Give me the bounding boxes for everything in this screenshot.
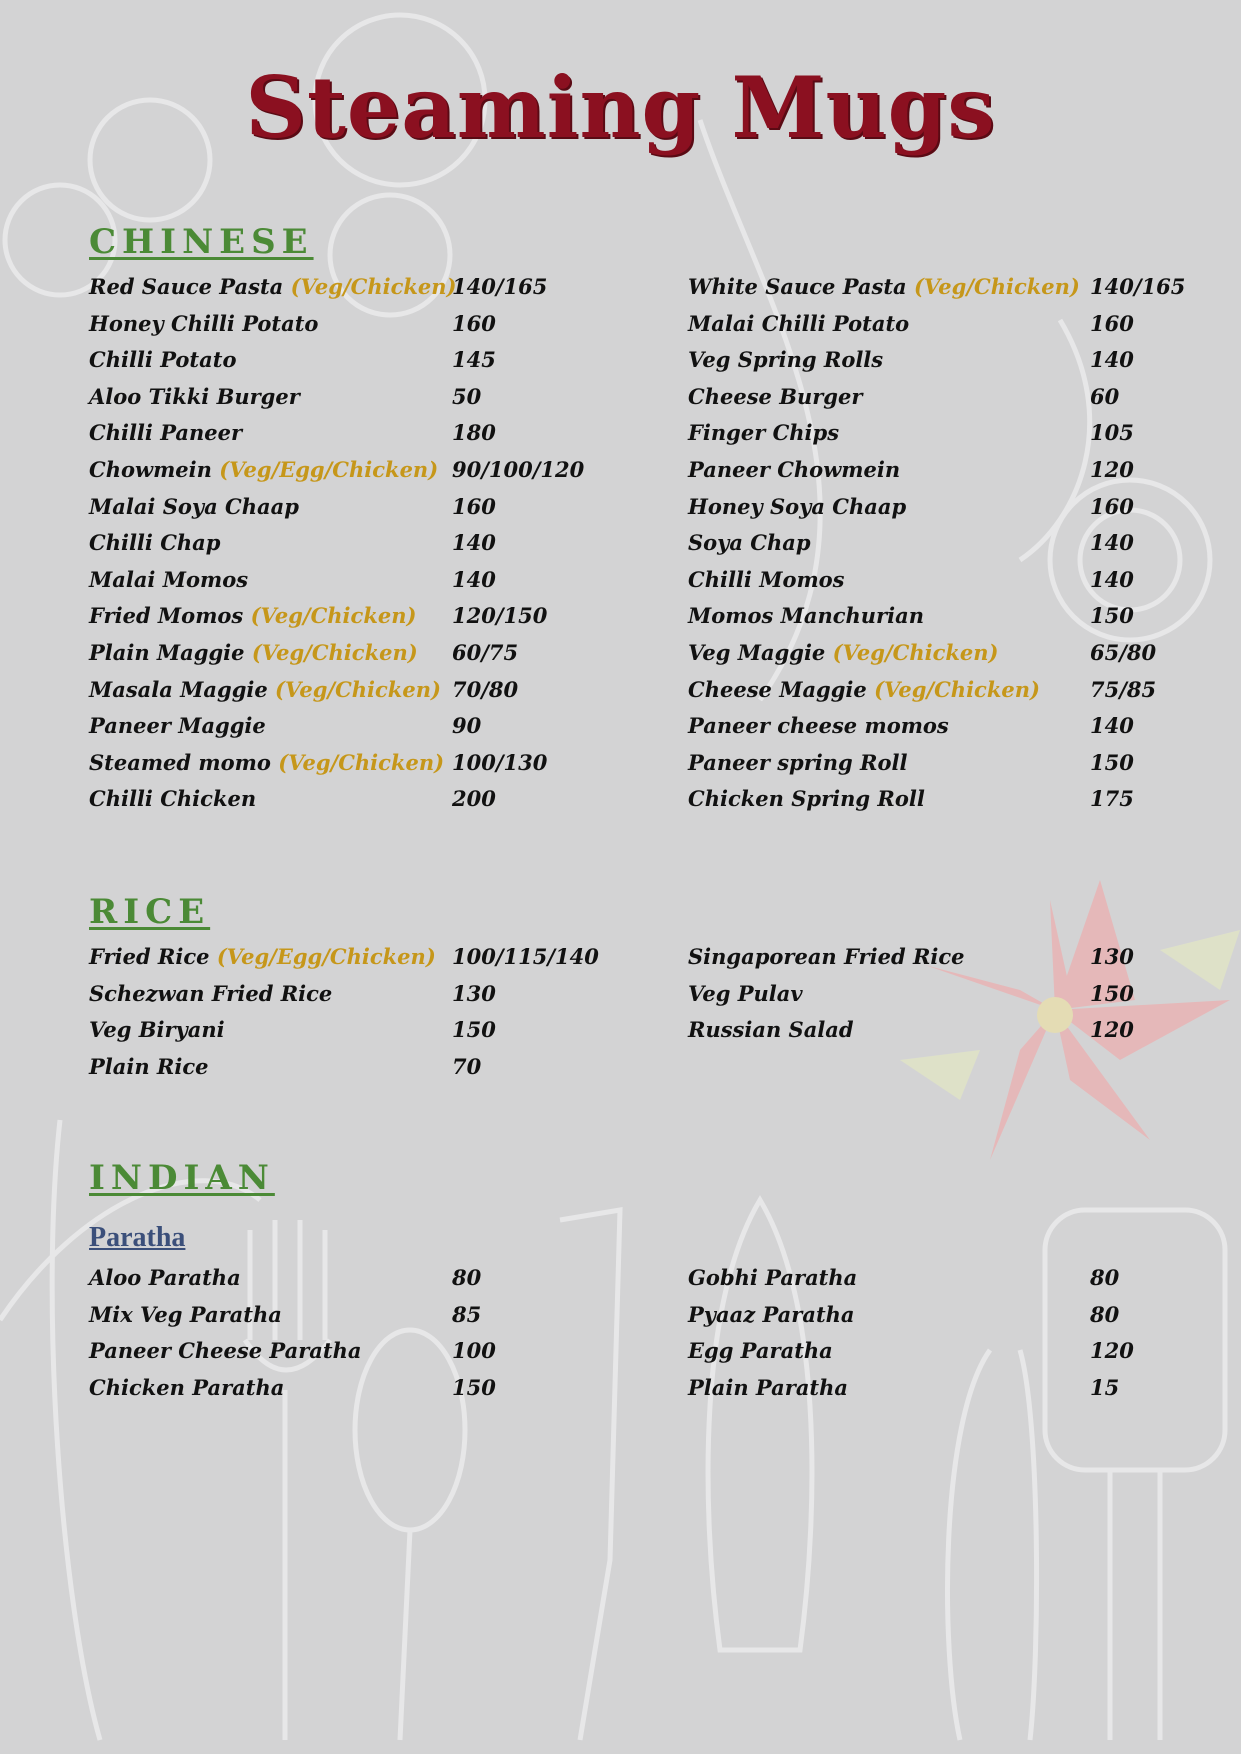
item-name: Singaporean Fried Rice (688, 944, 965, 969)
item-name: Chilli Paneer (89, 420, 243, 446)
item-name: Steamed momo (89, 749, 279, 775)
item-options: (Veg/Chicken) (275, 676, 441, 702)
item-options: (Veg/Chicken) (290, 274, 457, 299)
menu-item-price: 200 (452, 786, 496, 812)
menu-item-name (688, 415, 839, 451)
section-heading-chinese: CHINESE (89, 222, 314, 262)
menu-item-price: 160 (1090, 310, 1134, 336)
menu-item-price: 150 (1090, 980, 1134, 1006)
menu-item-price: 140/165 (452, 274, 548, 299)
item-name: Cheese Burger (688, 383, 863, 409)
menu-item-name (688, 672, 1040, 708)
poinsettia-icon (900, 880, 1240, 1160)
menu-item-name (688, 745, 907, 781)
menu-item-price: 85 (452, 1301, 482, 1327)
menu-item-name (89, 452, 438, 488)
section-heading-indian: INDIAN (89, 1158, 275, 1198)
menu-item-price: 105 (1090, 420, 1134, 446)
item-options: (Veg/Chicken) (874, 676, 1040, 702)
item-name: Soya Chap (688, 530, 811, 556)
menu-item-name (89, 708, 266, 744)
menu-item-name (89, 598, 416, 634)
menu-item-name (688, 306, 909, 342)
menu-item-name (89, 342, 236, 378)
section-heading-rice: RICE (89, 892, 211, 932)
item-name: Masala Maggie (89, 676, 276, 702)
menu-item-name (688, 1012, 854, 1048)
item-name: Fried Momos (89, 603, 251, 629)
menu-item-name (89, 306, 318, 342)
menu-item-price: 15 (1090, 1374, 1120, 1400)
menu-item-price: 90/100/120 (452, 457, 585, 482)
item-name: Chilli Potato (89, 347, 237, 373)
item-options: (Veg/Egg/Chicken) (216, 944, 436, 969)
item-name: Plain Paratha (688, 1374, 849, 1400)
item-name: Veg Pulav (688, 980, 803, 1006)
item-name: Paneer spring Roll (688, 749, 908, 775)
menu-item-price: 60 (1090, 383, 1120, 409)
menu-item-name (688, 1370, 848, 1406)
menu-item-price: 140 (1090, 566, 1134, 592)
item-name: Chicken Paratha (89, 1374, 285, 1400)
item-options: (Veg/Chicken) (250, 603, 417, 629)
menu-item-name (89, 1260, 241, 1296)
menu-item-name (89, 1333, 361, 1369)
item-name: Pyaaz Paratha (688, 1301, 855, 1327)
menu-item-price: 145 (452, 347, 496, 373)
item-name: Plain Rice (89, 1053, 209, 1079)
menu-item-name (89, 781, 256, 817)
item-name: Plain Maggie (89, 640, 252, 665)
item-name: Honey Soya Chaap (688, 493, 907, 519)
restaurant-title: Steaming Mugs (245, 58, 996, 157)
menu-item-name (89, 489, 299, 525)
subsection-heading: Paratha (89, 1222, 186, 1253)
menu-item-price: 80 (452, 1265, 482, 1290)
item-options: (Veg/Egg/Chicken) (219, 457, 439, 482)
item-name: Finger Chips (688, 420, 840, 446)
item-name: Gobhi Paratha (688, 1265, 858, 1290)
item-name: Malai Chilli Potato (688, 310, 910, 336)
item-options: (Veg/Chicken) (832, 640, 999, 665)
menu-item-name (89, 672, 441, 708)
item-name: Chilli Chap (89, 530, 221, 556)
item-name: Paneer Cheese Paratha (89, 1338, 362, 1364)
menu-item-price: 120 (1090, 1017, 1134, 1043)
item-name: Veg Spring Rolls (688, 347, 884, 373)
menu-item-price: 70 (452, 1053, 482, 1079)
menu-item-name (89, 939, 436, 975)
menu-item-price: 160 (1090, 493, 1134, 519)
menu-item-price: 100/130 (452, 749, 548, 775)
item-name: Paneer Maggie (89, 713, 266, 739)
menu-item-price: 150 (452, 1017, 496, 1043)
menu-item-name (688, 598, 924, 634)
item-name: Paneer cheese momos (688, 713, 949, 739)
menu-item-name (688, 708, 949, 744)
menu-item-name (89, 976, 332, 1012)
menu-item-name (688, 489, 906, 525)
item-name: Aloo Paratha (89, 1265, 241, 1290)
menu-item-name (688, 939, 965, 975)
item-name: Malai Soya Chaap (89, 493, 299, 519)
menu-item-name (688, 452, 900, 488)
item-options: (Veg/Chicken) (913, 274, 1080, 299)
menu-item-name (89, 562, 248, 598)
menu-item-name (89, 525, 220, 561)
item-name: Fried Rice (89, 944, 217, 969)
menu-item-name (688, 525, 811, 561)
menu-item-name (688, 1333, 833, 1369)
item-name: Malai Momos (89, 566, 249, 592)
menu-item-price: 90 (452, 713, 482, 739)
item-name: Schezwan Fried Rice (89, 980, 333, 1006)
menu-item-price: 180 (452, 420, 496, 446)
menu-item-name (89, 1297, 282, 1333)
menu-item-price: 140/165 (1090, 274, 1186, 299)
menu-item-name (89, 1370, 284, 1406)
menu-item-price: 65/80 (1090, 640, 1157, 665)
menu-item-name (89, 635, 418, 671)
item-name: Cheese Maggie (688, 676, 875, 702)
menu-item-name (89, 745, 444, 781)
item-name: Paneer Chowmein (688, 457, 901, 482)
menu-item-price: 50 (452, 383, 482, 409)
menu-item-name (688, 342, 883, 378)
item-name: Egg Paratha (688, 1338, 833, 1364)
menu-item-name (89, 269, 456, 305)
menu-item-name (89, 1012, 225, 1048)
menu-item-name (688, 379, 862, 415)
item-name: Chowmein (89, 457, 220, 482)
menu-item-price: 120/150 (452, 603, 548, 629)
item-options: (Veg/Chicken) (251, 640, 418, 665)
menu-item-name (89, 379, 300, 415)
menu-item-price: 150 (1090, 749, 1134, 775)
menu-item-price: 120 (1090, 1338, 1134, 1364)
menu-item-price: 80 (1090, 1265, 1120, 1290)
item-options: (Veg/Chicken) (278, 749, 445, 775)
menu-item-price: 130 (452, 980, 496, 1006)
item-name: Momos Manchurian (688, 603, 924, 629)
menu-item-price: 160 (452, 493, 496, 519)
item-name: Chilli Chicken (89, 786, 257, 812)
menu-item-name (688, 635, 998, 671)
menu-item-price: 100 (452, 1338, 496, 1364)
item-name: Honey Chilli Potato (89, 310, 319, 336)
menu-item-price: 150 (452, 1374, 496, 1400)
menu-item-price: 140 (1090, 713, 1134, 739)
item-name: White Sauce Pasta (688, 274, 914, 299)
item-name: Red Sauce Pasta (89, 274, 291, 299)
menu-item-name (688, 269, 1080, 305)
menu-item-price: 140 (1090, 530, 1134, 556)
menu-item-price: 140 (452, 566, 496, 592)
menu-item-name (89, 1049, 209, 1085)
menu-item-price: 80 (1090, 1301, 1120, 1327)
item-name: Veg Biryani (89, 1017, 225, 1043)
menu-item-price: 150 (1090, 603, 1134, 629)
menu-item-price: 175 (1090, 786, 1134, 812)
item-name: Chicken Spring Roll (688, 786, 925, 812)
item-name: Aloo Tikki Burger (89, 383, 300, 409)
item-name: Mix Veg Paratha (89, 1301, 282, 1327)
menu-item-price: 70/80 (452, 676, 519, 702)
menu-item-name (688, 1297, 855, 1333)
menu-item-price: 60/75 (452, 640, 519, 665)
menu-item-price: 160 (452, 310, 496, 336)
menu-item-price: 100/115/140 (452, 944, 599, 969)
menu-item-price: 75/85 (1090, 676, 1157, 702)
menu-item-price: 140 (452, 530, 496, 556)
menu-item-name (688, 976, 803, 1012)
menu-item-price: 130 (1090, 944, 1134, 969)
menu-item-price: 140 (1090, 347, 1134, 373)
item-name: Russian Salad (688, 1017, 854, 1043)
menu-item-price: 120 (1090, 457, 1134, 482)
menu-item-name (688, 781, 925, 817)
item-name: Veg Maggie (688, 640, 833, 665)
menu-item-name (688, 562, 845, 598)
menu-item-name (89, 415, 242, 451)
item-name: Chilli Momos (688, 566, 845, 592)
menu-item-name (688, 1260, 857, 1296)
